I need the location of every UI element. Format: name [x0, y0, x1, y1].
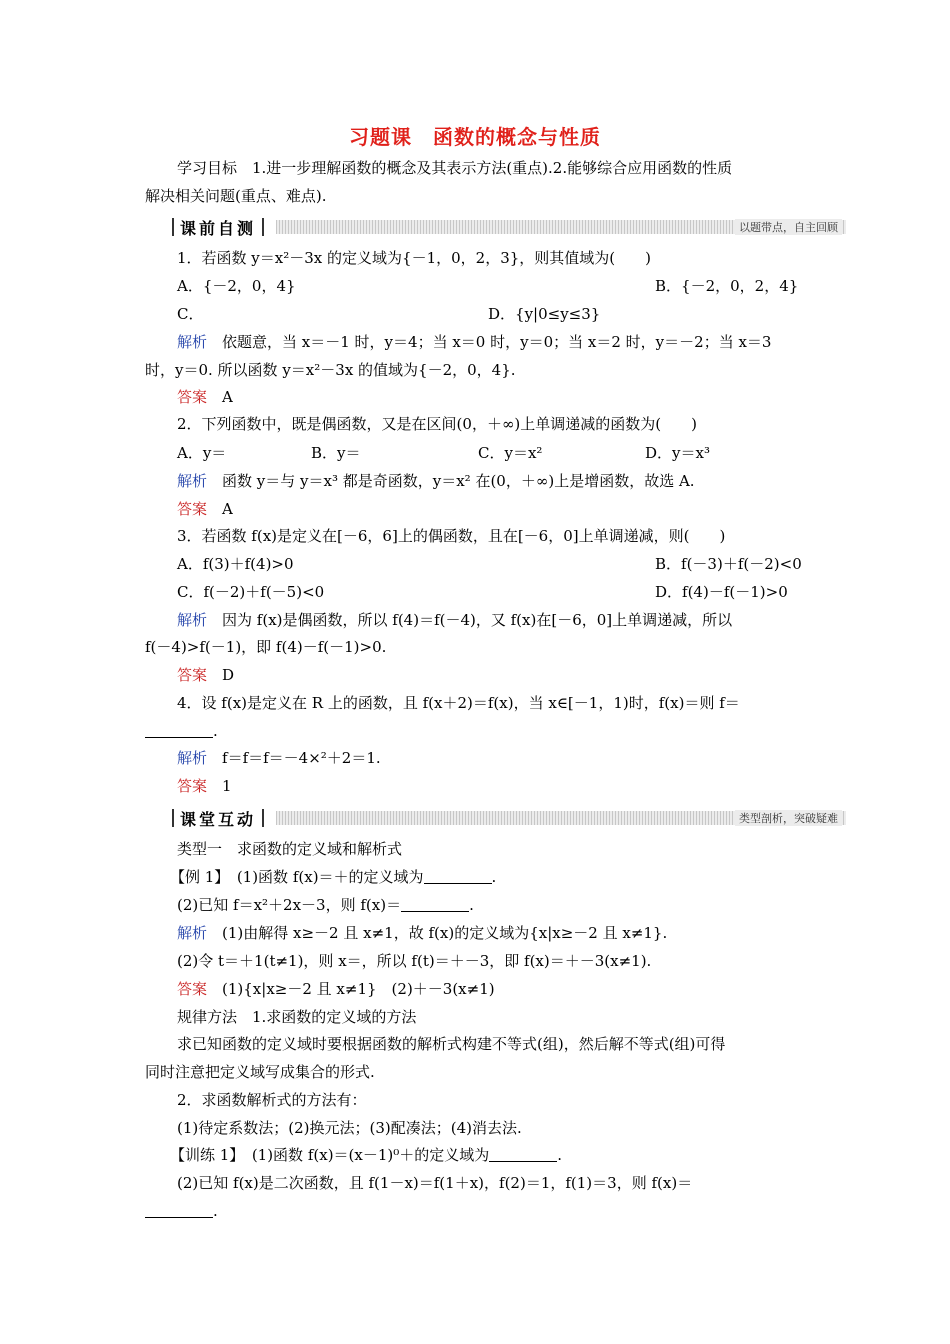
- method-line-4: 2．求函数解析式的方法有：: [177, 1091, 367, 1109]
- method-line-2: 求已知函数的定义域时要根据函数的解析式构建不等式(组)，然后解不等式(组)可得: [177, 1035, 726, 1053]
- analysis-label: 解析: [177, 333, 208, 351]
- answer-blank: [424, 869, 492, 884]
- question-4-stem: 4．设 f(x)是定义在 R 上的函数，且 f(x＋2)＝f(x)，当 x∈[－1，1)时，f(x)＝则 f＝: [177, 694, 740, 712]
- training-label: 【训练 1】: [170, 1146, 237, 1164]
- training-1-part-1: [170, 1144, 835, 1166]
- option-d: D．f(4)－f(－1)>0: [655, 583, 788, 601]
- period: .: [557, 1146, 563, 1164]
- section-bar-classroom: [172, 807, 846, 829]
- example-text: (1)函数 f(x)＝＋的定义域为: [221, 868, 424, 886]
- analysis-label: 解析: [177, 749, 208, 767]
- objective-line-2: 解决相关问题(重点、难点).: [145, 187, 327, 205]
- question-2-answer: [177, 498, 810, 520]
- answer-label: 答案: [177, 980, 208, 998]
- question-1-options-cd: [177, 303, 810, 325]
- solution-text: (1)由解得 x≥－2 且 x≠1，故 f(x)的定义域为{x|x≥－2 且 x≠1}.: [207, 924, 668, 942]
- option-b: B．y＝: [311, 444, 361, 462]
- section-tag: 以题带点，自主回顾: [735, 219, 842, 235]
- section-bar-pretest: [172, 216, 846, 238]
- example-text: (2)已知 f＝x²＋2x－3，则 f(x)＝: [177, 896, 402, 914]
- question-1-solution-1: [177, 331, 810, 353]
- option-d: D．y＝x³: [645, 444, 710, 462]
- objective-line-1: 学习目标 1.进一步理解函数的概念及其表示方法(重点).2.能够综合应用函数的性质: [177, 159, 733, 177]
- question-2-stem: 2．下列函数中，既是偶函数，又是在区间(0，＋∞)上单调递减的函数为( ): [177, 415, 697, 433]
- option-b: B．f(－3)＋f(－2)<0: [655, 555, 802, 573]
- question-3-solution-2: f(－4)>f(－1)，即 f(4)－f(－1)>0.: [145, 638, 387, 656]
- question-1-solution-2: 时，y＝0. 所以函数 y＝x²－3x 的值域为{－2，0，4}.: [145, 361, 516, 379]
- section-heading: 课前自测: [180, 218, 257, 238]
- question-1-stem: 1．若函数 y＝x²－3x 的定义域为{－1，0，2，3}，则其值域为( ): [177, 249, 651, 267]
- period: .: [213, 722, 218, 740]
- answer-label: 答案: [177, 388, 208, 406]
- answer-value: A: [207, 388, 233, 406]
- question-4-answer: [177, 775, 810, 797]
- answer-label: 答案: [177, 666, 208, 684]
- period: .: [213, 1202, 218, 1220]
- section-heading: 课堂互动: [180, 809, 257, 829]
- option-a: A．f(3)＋f(4)>0: [177, 555, 294, 573]
- bar-left-rule: [172, 809, 174, 827]
- answer-blank: [401, 897, 469, 912]
- option-c: C．: [177, 305, 204, 323]
- section-tag: 类型剖析，突破疑难: [735, 810, 842, 826]
- bar-right-rule: [262, 809, 264, 827]
- example-1-part-2: [177, 894, 810, 916]
- example-1-part-1: [170, 866, 835, 888]
- answer-value: A: [207, 500, 233, 518]
- training-text: (1)函数 f(x)＝(x－1)⁰＋的定义域为: [236, 1146, 490, 1164]
- training-1-blank-line: [145, 1200, 810, 1222]
- type-1-heading: 类型一 求函数的定义域和解析式: [177, 840, 403, 858]
- answer-value: D: [207, 666, 235, 684]
- question-4-solution: [177, 747, 810, 769]
- example-1-answer: [177, 978, 810, 1000]
- question-2-options: [177, 442, 810, 464]
- question-1-answer: [177, 386, 810, 408]
- option-c: C．f(－2)＋f(－5)<0: [177, 583, 325, 601]
- training-1-part-2: (2)已知 f(x)是二次函数，且 f(1－x)＝f(1＋x)，f(2)＝1，f(1)＝3，则 f(x)＝: [177, 1174, 693, 1192]
- question-3-options-cd: [177, 581, 810, 603]
- analysis-label: 解析: [177, 611, 208, 629]
- question-3-answer: [177, 664, 810, 686]
- answer-blank: [489, 1147, 557, 1162]
- answer-blank: [145, 1203, 213, 1218]
- answer-blank: [145, 723, 213, 738]
- question-1-options-ab: [177, 275, 810, 297]
- solution-text: 因为 f(x)是偶函数，所以 f(4)＝f(－4)，又 f(x)在[－6，0]上单调递减，所以: [207, 611, 733, 629]
- example-1-solution-2: (2)令 t＝＋1(t≠1)，则 x＝，所以 f(t)＝＋－3，即 f(x)＝＋－3(x≠1).: [177, 952, 652, 970]
- example-label: 【例 1】: [170, 868, 222, 886]
- answer-label: 答案: [177, 777, 208, 795]
- option-d: D．{y|0≤y≤3}: [488, 305, 601, 323]
- option-b: B．{－2，0，2，4}: [655, 277, 799, 295]
- answer-value: 1: [207, 777, 232, 795]
- question-3-options-ab: [177, 553, 810, 575]
- answer-label: 答案: [177, 500, 208, 518]
- option-a: A．{－2，0，4}: [177, 277, 296, 295]
- analysis-label: 解析: [177, 924, 208, 942]
- solution-text: 函数 y＝与 y＝x³ 都是奇函数，y＝x² 在(0，＋∞)上是增函数，故选 A.: [207, 472, 695, 490]
- period: .: [491, 868, 497, 886]
- bar-left-rule: [172, 218, 174, 236]
- analysis-label: 解析: [177, 472, 208, 490]
- bar-right-rule: [262, 218, 264, 236]
- option-c: C．y＝x²: [478, 444, 543, 462]
- question-2-solution: [177, 470, 810, 492]
- solution-text: f＝f＝f＝－4×²＋2＝1.: [207, 749, 381, 767]
- method-line-3: 同时注意把定义域写成集合的形式.: [145, 1063, 375, 1081]
- question-3-solution-1: [177, 609, 810, 631]
- method-line-5: (1)待定系数法；(2)换元法；(3)配凑法；(4)消去法.: [177, 1119, 522, 1137]
- answer-value: (1){x|x≥－2 且 x≠1} (2)＋－3(x≠1): [207, 980, 495, 998]
- period: .: [469, 896, 474, 914]
- question-4-blank-line: [145, 720, 810, 742]
- example-1-solution-1: [177, 922, 810, 944]
- question-3-stem: 3．若函数 f(x)是定义在[－6，6]上的偶函数，且在[－6，0]上单调递减，则( ): [177, 527, 726, 545]
- page-title: 习题课 函数的概念与性质: [349, 125, 601, 149]
- solution-text: 依题意，当 x＝－1 时，y＝4；当 x＝0 时，y＝0；当 x＝2 时，y＝－2；当 x＝3: [207, 333, 772, 351]
- method-line-1: 规律方法 1.求函数的定义域的方法: [177, 1008, 417, 1026]
- option-a: A．y＝: [177, 444, 227, 462]
